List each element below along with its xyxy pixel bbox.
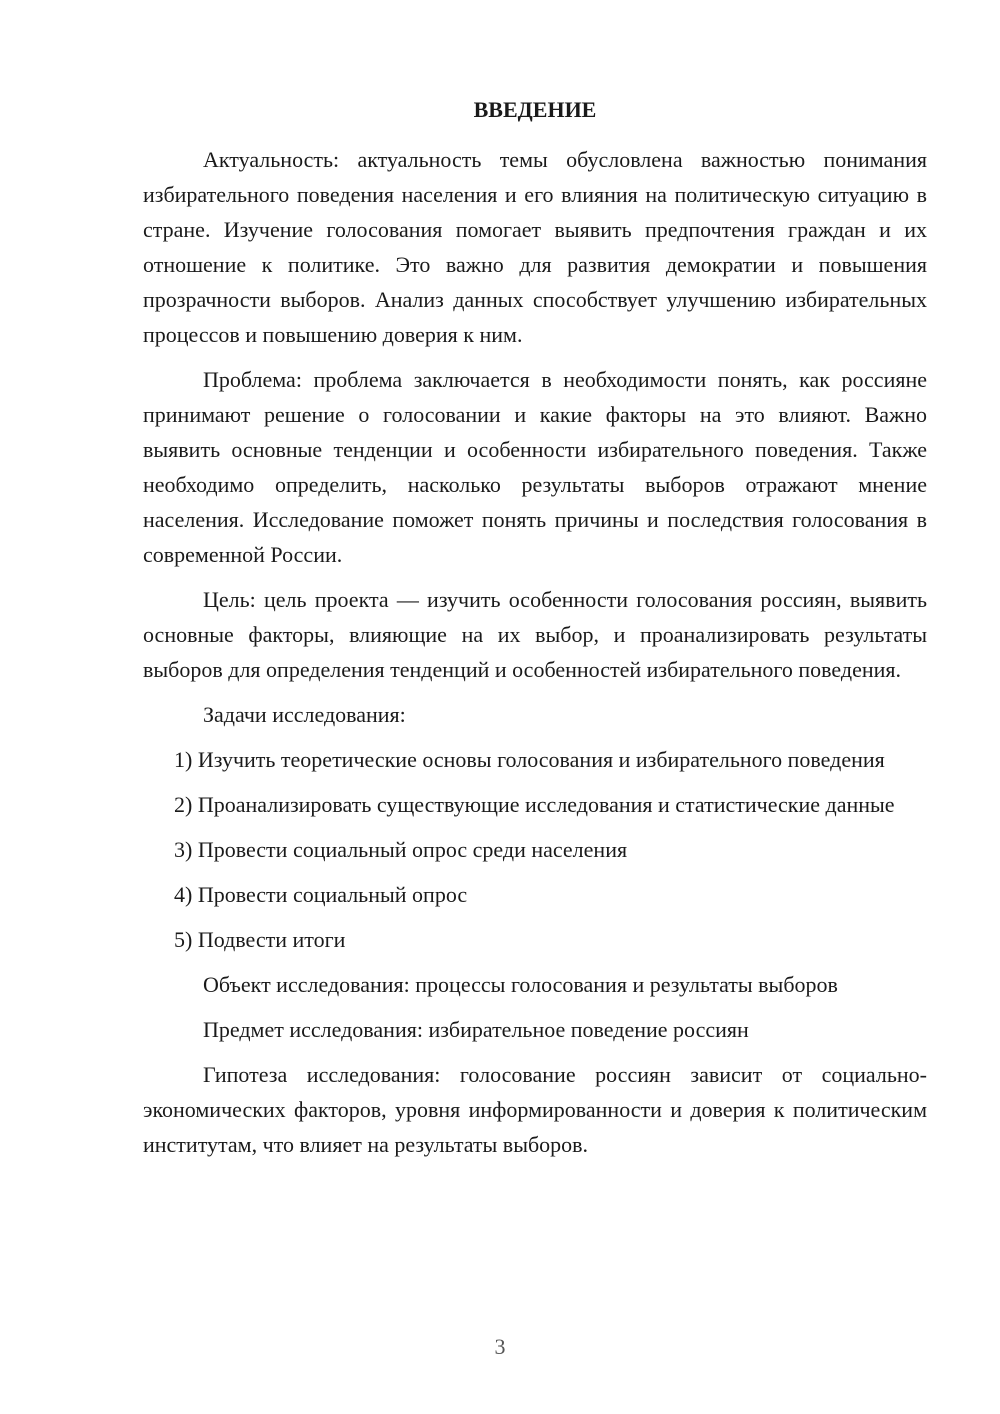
- task-item-2: 2) Проанализировать существующие исследования и статистические данные: [174, 792, 895, 817]
- goal-paragraph: Цель: цель проекта — изучить особенности голосования россиян, выявить основные факторы, влияющие на их выбор, и проанализировать результаты выборов для определения тенденций и особенностей избирательного поведения.: [143, 587, 927, 682]
- problem-paragraph: Проблема: проблема заключается в необходимости понять, как россияне принимают решение о голосовании и какие факторы на это влияют. Важно выявить основные тенденции и особенности избирательного поведения. Также необходимо определить, насколько результаты выборов отражают мнение населения. Исследование поможет понять причины и последствия голосования в современной России.: [143, 367, 927, 567]
- relevance-paragraph: Актуальность: актуальность темы обусловлена важностью понимания избирательного поведения населения и его влияния на политическую ситуацию в стране. Изучение голосования помогает выявить предпочтения граждан и их отношение к политике. Это важно для развития демократии и повышения прозрачности выборов. Анализ данных способствует улучшению избирательных процессов и повышению доверия к ним.: [143, 147, 927, 347]
- research-subject: Предмет исследования: избирательное поведение россиян: [203, 1017, 749, 1042]
- task-item-4: 4) Провести социальный опрос: [174, 882, 468, 907]
- hypothesis-paragraph: Гипотеза исследования: голосование россиян зависит от социально-экономических факторов, уровня информированности и доверия к политическим институтам, что влияет на результаты выборов.: [143, 1062, 927, 1157]
- tasks-heading: Задачи исследования:: [203, 702, 406, 727]
- page-content: [143, 92, 927, 1162]
- task-item-3: 3) Провести социальный опрос среди населения: [174, 837, 628, 862]
- task-item-1: 1) Изучить теоретические основы голосования и избирательного поведения: [174, 747, 885, 772]
- page-number: 3: [494, 1334, 506, 1359]
- task-item-5: 5) Подвести итоги: [174, 927, 346, 952]
- section-title: ВВЕДЕНИЕ: [473, 97, 597, 122]
- research-object: Объект исследования: процессы голосования и результаты выборов: [203, 972, 838, 997]
